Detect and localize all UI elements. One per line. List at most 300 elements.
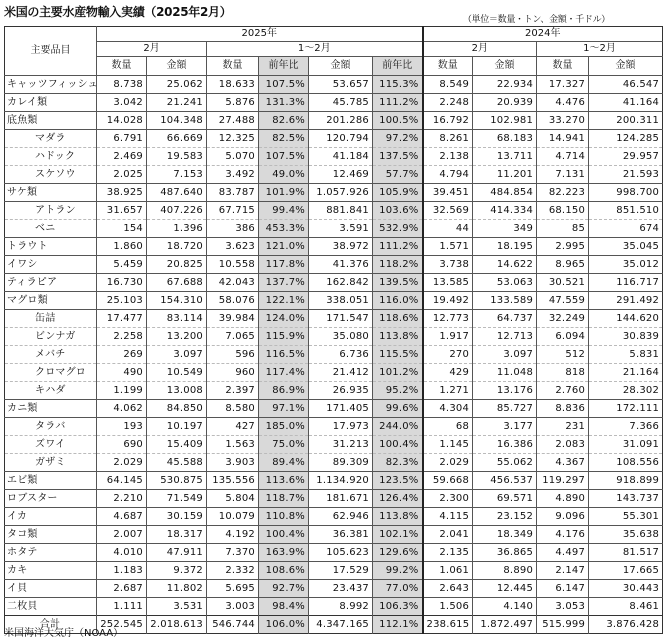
value-cell: 21.412 — [309, 364, 373, 382]
table-row — [5, 598, 663, 616]
value-cell: 68.183 — [473, 130, 537, 148]
value-cell: 77.0% — [373, 580, 423, 598]
value-cell: 89.4% — [259, 454, 309, 472]
value-cell: 104.348 — [147, 112, 207, 130]
value-cell: 171.547 — [309, 310, 373, 328]
value-cell: 4.010 — [97, 544, 147, 562]
table-row — [5, 256, 663, 274]
table-row — [5, 94, 663, 112]
table-row — [5, 112, 663, 130]
value-cell: 69.571 — [473, 490, 537, 508]
value-cell: 429 — [423, 364, 473, 382]
value-cell: 4.062 — [97, 400, 147, 418]
col-amount: 金額 — [473, 57, 537, 76]
value-cell: 84.850 — [147, 400, 207, 418]
value-cell: 10.549 — [147, 364, 207, 382]
value-cell: 58.076 — [207, 292, 259, 310]
value-cell: 102.981 — [473, 112, 537, 130]
value-cell: 17.477 — [97, 310, 147, 328]
item-name: ビンナガ — [5, 328, 97, 346]
value-cell: 4.367 — [537, 454, 589, 472]
value-cell: 2.210 — [97, 490, 147, 508]
col-qty: 数量 — [423, 57, 473, 76]
value-cell: 9.372 — [147, 562, 207, 580]
value-cell: 23.437 — [309, 580, 373, 598]
value-cell: 31.657 — [97, 202, 147, 220]
value-cell: 68.150 — [537, 202, 589, 220]
value-cell: 851.510 — [589, 202, 663, 220]
value-cell: 453.3% — [259, 220, 309, 238]
value-cell: 13.585 — [423, 274, 473, 292]
value-cell: 35.012 — [589, 256, 663, 274]
value-cell: 818 — [537, 364, 589, 382]
value-cell: 12.445 — [473, 580, 537, 598]
feb-2025-header: 2月 — [97, 42, 207, 57]
value-cell: 7.366 — [589, 418, 663, 436]
value-cell: 106.3% — [373, 598, 423, 616]
item-name: ズワイ — [5, 436, 97, 454]
col-qty: 数量 — [537, 57, 589, 76]
value-cell: 98.4% — [259, 598, 309, 616]
value-cell: 3.097 — [147, 346, 207, 364]
value-cell: 118.7% — [259, 490, 309, 508]
value-cell: 124.0% — [259, 310, 309, 328]
page-title: 米国の主要水産物輸入実績（2025年2月） — [4, 5, 232, 19]
value-cell: 414.334 — [473, 202, 537, 220]
value-cell: 2.643 — [423, 580, 473, 598]
value-cell: 16.386 — [473, 436, 537, 454]
value-cell: 3.903 — [207, 454, 259, 472]
item-name: トラウト — [5, 238, 97, 256]
value-cell: 97.1% — [259, 400, 309, 418]
value-cell: 154 — [97, 220, 147, 238]
value-cell: 2.332 — [207, 562, 259, 580]
value-cell: 3.591 — [309, 220, 373, 238]
value-cell: 13.200 — [147, 328, 207, 346]
table-row — [5, 238, 663, 256]
value-cell: 85.727 — [473, 400, 537, 418]
value-cell: 115.3% — [373, 76, 423, 94]
value-cell: 55.062 — [473, 454, 537, 472]
value-cell: 47.911 — [147, 544, 207, 562]
item-column-header: 主要品目 — [5, 27, 97, 76]
value-cell: 8.261 — [423, 130, 473, 148]
value-cell: 3.097 — [473, 346, 537, 364]
janfeb-2024-header: 1～2月 — [537, 42, 663, 57]
value-cell: 4.192 — [207, 526, 259, 544]
value-cell: 2.138 — [423, 148, 473, 166]
value-cell: 21.593 — [589, 166, 663, 184]
value-cell: 5.459 — [97, 256, 147, 274]
value-cell: 18.633 — [207, 76, 259, 94]
value-cell: 3.003 — [207, 598, 259, 616]
year-2024-header: 2024年 — [423, 27, 663, 42]
item-name: クロマグロ — [5, 364, 97, 382]
value-cell: 7.153 — [147, 166, 207, 184]
value-cell: 33.270 — [537, 112, 589, 130]
value-cell: 193 — [97, 418, 147, 436]
value-cell: 82.6% — [259, 112, 309, 130]
value-cell: 81.517 — [589, 544, 663, 562]
table-row — [5, 76, 663, 94]
value-cell: 30.159 — [147, 508, 207, 526]
table-row — [5, 418, 663, 436]
value-cell: 1.563 — [207, 436, 259, 454]
value-cell: 17.529 — [309, 562, 373, 580]
value-cell: 113.8% — [373, 508, 423, 526]
value-cell: 490 — [97, 364, 147, 382]
value-cell: 119.297 — [537, 472, 589, 490]
value-cell: 3.492 — [207, 166, 259, 184]
value-cell: 66.669 — [147, 130, 207, 148]
value-cell: 1.183 — [97, 562, 147, 580]
value-cell: 39.984 — [207, 310, 259, 328]
value-cell: 120.794 — [309, 130, 373, 148]
value-cell: 107.5% — [259, 76, 309, 94]
value-cell: 1.860 — [97, 238, 147, 256]
value-cell: 270 — [423, 346, 473, 364]
value-cell: 101.9% — [259, 184, 309, 202]
value-cell: 14.028 — [97, 112, 147, 130]
col-yoy: 前年比 — [259, 57, 309, 76]
value-cell: 1.134.920 — [309, 472, 373, 490]
value-cell: 12.713 — [473, 328, 537, 346]
item-name: アトラン — [5, 202, 97, 220]
value-cell: 244.0% — [373, 418, 423, 436]
item-name: カニ類 — [5, 400, 97, 418]
value-cell: 4.476 — [537, 94, 589, 112]
item-name: イカ — [5, 508, 97, 526]
value-cell: 5.804 — [207, 490, 259, 508]
value-cell: 18.195 — [473, 238, 537, 256]
value-cell: 17.327 — [537, 76, 589, 94]
value-cell: 62.946 — [309, 508, 373, 526]
value-cell: 8.890 — [473, 562, 537, 580]
value-cell: 108.6% — [259, 562, 309, 580]
table-row — [5, 454, 663, 472]
value-cell: 12.773 — [423, 310, 473, 328]
value-cell: 7.131 — [537, 166, 589, 184]
value-cell: 1.271 — [423, 382, 473, 400]
value-cell: 154.310 — [147, 292, 207, 310]
item-name: サケ類 — [5, 184, 97, 202]
value-cell: 6.736 — [309, 346, 373, 364]
value-cell: 3.531 — [147, 598, 207, 616]
table-row — [5, 562, 663, 580]
value-cell: 112.1% — [373, 616, 423, 634]
value-cell: 269 — [97, 346, 147, 364]
value-cell: 5.831 — [589, 346, 663, 364]
value-cell: 16.730 — [97, 274, 147, 292]
value-cell: 75.0% — [259, 436, 309, 454]
item-name: ベニ — [5, 220, 97, 238]
value-cell: 41.376 — [309, 256, 373, 274]
item-name: キハダ — [5, 382, 97, 400]
year-2025-header: 2025年 — [97, 27, 423, 42]
value-cell: 171.405 — [309, 400, 373, 418]
col-qty: 数量 — [207, 57, 259, 76]
value-cell: 8.965 — [537, 256, 589, 274]
value-cell: 4.794 — [423, 166, 473, 184]
item-name: カキ — [5, 562, 97, 580]
value-cell: 20.825 — [147, 256, 207, 274]
value-cell: 2.760 — [537, 382, 589, 400]
value-cell: 427 — [207, 418, 259, 436]
table-row — [5, 382, 663, 400]
table-row — [5, 148, 663, 166]
value-cell: 1.571 — [423, 238, 473, 256]
value-cell: 31.091 — [589, 436, 663, 454]
item-name: ホタテ — [5, 544, 97, 562]
value-cell: 67.688 — [147, 274, 207, 292]
value-cell: 53.063 — [473, 274, 537, 292]
value-cell: 512 — [537, 346, 589, 364]
item-name: エビ類 — [5, 472, 97, 490]
value-cell: 131.3% — [259, 94, 309, 112]
value-cell: 10.197 — [147, 418, 207, 436]
value-cell: 11.802 — [147, 580, 207, 598]
value-cell: 126.4% — [373, 490, 423, 508]
value-cell: 64.737 — [473, 310, 537, 328]
value-cell: 20.939 — [473, 94, 537, 112]
value-cell: 44 — [423, 220, 473, 238]
value-cell: 13.711 — [473, 148, 537, 166]
value-cell: 71.549 — [147, 490, 207, 508]
value-cell: 19.583 — [147, 148, 207, 166]
table-row — [5, 580, 663, 598]
value-cell: 918.899 — [589, 472, 663, 490]
value-cell: 4.347.165 — [309, 616, 373, 634]
value-cell: 8.580 — [207, 400, 259, 418]
value-cell: 1.872.497 — [473, 616, 537, 634]
value-cell: 515.999 — [537, 616, 589, 634]
item-name: ハドック — [5, 148, 97, 166]
value-cell: 144.620 — [589, 310, 663, 328]
value-cell: 1.199 — [97, 382, 147, 400]
value-cell: 47.559 — [537, 292, 589, 310]
item-name: メバチ — [5, 346, 97, 364]
value-cell: 349 — [473, 220, 537, 238]
value-cell: 38.972 — [309, 238, 373, 256]
value-cell: 1.057.926 — [309, 184, 373, 202]
value-cell: 49.0% — [259, 166, 309, 184]
value-cell: 39.451 — [423, 184, 473, 202]
value-cell: 5.070 — [207, 148, 259, 166]
value-cell: 9.096 — [537, 508, 589, 526]
value-cell: 14.622 — [473, 256, 537, 274]
value-cell: 137.7% — [259, 274, 309, 292]
value-cell: 97.2% — [373, 130, 423, 148]
value-cell: 2.258 — [97, 328, 147, 346]
source-note: 米国海洋大気庁（NOAA） — [4, 628, 124, 639]
value-cell: 18.720 — [147, 238, 207, 256]
table-row — [5, 346, 663, 364]
value-cell: 2.029 — [97, 454, 147, 472]
value-cell: 6.147 — [537, 580, 589, 598]
value-cell: 28.302 — [589, 382, 663, 400]
value-cell: 3.042 — [97, 94, 147, 112]
value-cell: 35.638 — [589, 526, 663, 544]
value-cell: 4.497 — [537, 544, 589, 562]
value-cell: 200.311 — [589, 112, 663, 130]
value-cell: 407.226 — [147, 202, 207, 220]
value-cell: 2.147 — [537, 562, 589, 580]
value-cell: 116.5% — [259, 346, 309, 364]
table-row — [5, 220, 663, 238]
table-row — [5, 202, 663, 220]
item-name: 底魚類 — [5, 112, 97, 130]
value-cell: 546.744 — [207, 616, 259, 634]
value-cell: 4.714 — [537, 148, 589, 166]
value-cell: 27.488 — [207, 112, 259, 130]
value-cell: 25.062 — [147, 76, 207, 94]
unit-note: （単位＝数量・トン、金額・千ドル） — [462, 15, 610, 25]
table-header — [5, 27, 663, 76]
value-cell: 139.5% — [373, 274, 423, 292]
value-cell: 36.381 — [309, 526, 373, 544]
value-cell: 143.737 — [589, 490, 663, 508]
value-cell: 12.325 — [207, 130, 259, 148]
value-cell: 291.492 — [589, 292, 663, 310]
value-cell: 3.177 — [473, 418, 537, 436]
item-name: マダラ — [5, 130, 97, 148]
table-row — [5, 490, 663, 508]
value-cell: 238.615 — [423, 616, 473, 634]
value-cell: 36.865 — [473, 544, 537, 562]
table-row — [5, 544, 663, 562]
value-cell: 1.145 — [423, 436, 473, 454]
value-cell: 92.7% — [259, 580, 309, 598]
value-cell: 1.917 — [423, 328, 473, 346]
value-cell: 31.213 — [309, 436, 373, 454]
table-row — [5, 166, 663, 184]
value-cell: 3.738 — [423, 256, 473, 274]
value-cell: 456.537 — [473, 472, 537, 490]
value-cell: 690 — [97, 436, 147, 454]
item-name: スケソウ — [5, 166, 97, 184]
value-cell: 181.671 — [309, 490, 373, 508]
value-cell: 13.008 — [147, 382, 207, 400]
value-cell: 8.836 — [537, 400, 589, 418]
value-cell: 1.396 — [147, 220, 207, 238]
item-name: 缶詰 — [5, 310, 97, 328]
value-cell: 532.9% — [373, 220, 423, 238]
value-cell: 30.521 — [537, 274, 589, 292]
value-cell: 23.152 — [473, 508, 537, 526]
value-cell: 162.842 — [309, 274, 373, 292]
value-cell: 121.0% — [259, 238, 309, 256]
value-cell: 530.875 — [147, 472, 207, 490]
value-cell: 4.687 — [97, 508, 147, 526]
value-cell: 2.083 — [537, 436, 589, 454]
value-cell: 17.665 — [589, 562, 663, 580]
value-cell: 25.103 — [97, 292, 147, 310]
value-cell: 163.9% — [259, 544, 309, 562]
item-name: キャッツフィッシュ — [5, 76, 97, 94]
value-cell: 1.506 — [423, 598, 473, 616]
value-cell: 32.249 — [537, 310, 589, 328]
value-cell: 129.6% — [373, 544, 423, 562]
value-cell: 4.890 — [537, 490, 589, 508]
value-cell: 2.687 — [97, 580, 147, 598]
value-cell: 35.080 — [309, 328, 373, 346]
value-cell: 338.051 — [309, 292, 373, 310]
value-cell: 2.469 — [97, 148, 147, 166]
value-cell: 16.792 — [423, 112, 473, 130]
value-cell: 123.5% — [373, 472, 423, 490]
item-name: イ貝 — [5, 580, 97, 598]
value-cell: 998.700 — [589, 184, 663, 202]
value-cell: 35.045 — [589, 238, 663, 256]
value-cell: 68 — [423, 418, 473, 436]
table-row — [5, 400, 663, 418]
value-cell: 8.992 — [309, 598, 373, 616]
value-cell: 3.053 — [537, 598, 589, 616]
value-cell: 21.241 — [147, 94, 207, 112]
value-cell: 82.223 — [537, 184, 589, 202]
value-cell: 45.588 — [147, 454, 207, 472]
value-cell: 4.140 — [473, 598, 537, 616]
value-cell: 59.668 — [423, 472, 473, 490]
value-cell: 1.111 — [97, 598, 147, 616]
value-cell: 12.469 — [309, 166, 373, 184]
value-cell: 13.176 — [473, 382, 537, 400]
value-cell: 10.558 — [207, 256, 259, 274]
value-cell: 67.715 — [207, 202, 259, 220]
value-cell: 106.0% — [259, 616, 309, 634]
value-cell: 4.176 — [537, 526, 589, 544]
value-cell: 108.556 — [589, 454, 663, 472]
value-cell: 105.623 — [309, 544, 373, 562]
value-cell: 117.4% — [259, 364, 309, 382]
value-cell: 2.397 — [207, 382, 259, 400]
col-amount: 金額 — [589, 57, 663, 76]
value-cell: 6.791 — [97, 130, 147, 148]
value-cell: 30.443 — [589, 580, 663, 598]
value-cell: 38.925 — [97, 184, 147, 202]
value-cell: 46.547 — [589, 76, 663, 94]
col-yoy: 前年比 — [373, 57, 423, 76]
table-row — [5, 292, 663, 310]
value-cell: 110.8% — [259, 508, 309, 526]
value-cell: 231 — [537, 418, 589, 436]
value-cell: 101.2% — [373, 364, 423, 382]
value-cell: 95.2% — [373, 382, 423, 400]
value-cell: 124.285 — [589, 130, 663, 148]
value-cell: 118.2% — [373, 256, 423, 274]
item-name: 二枚貝 — [5, 598, 97, 616]
value-cell: 118.6% — [373, 310, 423, 328]
value-cell: 117.8% — [259, 256, 309, 274]
value-cell: 83.114 — [147, 310, 207, 328]
table-row — [5, 508, 663, 526]
value-cell: 252.545 — [97, 616, 147, 634]
table-row — [5, 526, 663, 544]
value-cell: 674 — [589, 220, 663, 238]
value-cell: 133.589 — [473, 292, 537, 310]
value-cell: 17.973 — [309, 418, 373, 436]
value-cell: 2.995 — [537, 238, 589, 256]
value-cell: 14.941 — [537, 130, 589, 148]
value-cell: 105.9% — [373, 184, 423, 202]
table-row — [5, 274, 663, 292]
value-cell: 7.065 — [207, 328, 259, 346]
value-cell: 11.201 — [473, 166, 537, 184]
value-cell: 2.029 — [423, 454, 473, 472]
value-cell: 4.115 — [423, 508, 473, 526]
value-cell: 107.5% — [259, 148, 309, 166]
col-amount: 金額 — [147, 57, 207, 76]
